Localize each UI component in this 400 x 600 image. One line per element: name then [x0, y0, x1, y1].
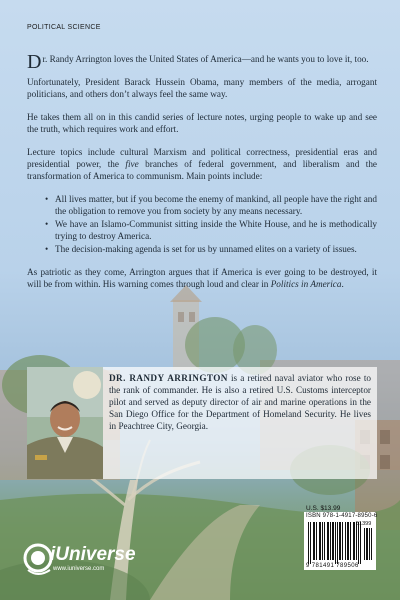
list-item: • All lives matter, but if you become the enemy of mankind, all people have the right and the obligation to remove you from society by any means necessary.: [55, 193, 377, 217]
price-label: U.S. $13.99: [306, 505, 341, 512]
emphasis-text: five: [125, 159, 139, 169]
author-photo: [27, 367, 103, 479]
author-name: DR. RANDY ARRINGTON: [109, 373, 228, 383]
author-bio: [109, 372, 371, 432]
blurb-paragraph: He takes them all on in this candid series of lecture notes, urging people to wake up and see the truth, which requires work and effort.: [27, 112, 377, 134]
publisher-url: www.iuniverse.com: [53, 566, 105, 572]
blurb-paragraph: [27, 51, 377, 73]
main-points-list: [27, 193, 377, 255]
list-item: • We have an Islamo-Communist sitting inside the White House, and he is methodically trying to destroy America.: [55, 218, 377, 242]
list-item: • The decision-making agenda is set for us by unnamed elites on a variety of issues.: [55, 243, 377, 255]
blurb-text: .: [341, 279, 344, 289]
closing-paragraph: [27, 266, 377, 290]
ean-number: 9 781491 789506: [306, 563, 359, 569]
isbn-number: [306, 513, 377, 519]
blurb-text: branches of federal government, and liberalism and the transformation of America to communism. Main points include:: [27, 159, 377, 181]
blurb-paragraph: Unfortunately, President Barack Hussein Obama, many members of the media, arrogant politicians, and others don’t always feel the same way.: [27, 77, 377, 99]
author-bio-text: is a retired naval aviator who rose to the rank of commander. He is also a retired U.S. Customs interceptor pilot and served as deputy director of air and marine operations in the San Diego Office for the Department of Homeland Security. He lives in Peachtree City, Georgia.: [109, 373, 371, 431]
blurb-text: As patriotic as they come, Arrington argues that if America is ever going to be destroyed, it will be from within. His warning comes through loud and clear in: [27, 267, 377, 289]
price-code: 51399: [356, 521, 372, 527]
drop-cap: D: [27, 51, 42, 73]
blurb-text: Lecture topics include cultural Marxism and political correctness, presidential eras and presidential power, the: [27, 147, 377, 169]
publisher-name: iUniverse: [50, 544, 136, 565]
blurb-paragraph: [27, 146, 377, 182]
blurb-text: r. Randy Arrington loves the United States of America—and he wants you to love it, too.: [42, 54, 369, 64]
isbn-text: ISBN 978-1-4917-8950-6: [306, 513, 378, 519]
book-title: Politics in America: [270, 279, 342, 289]
genre-category: POLITICAL SCIENCE: [27, 24, 101, 31]
blurb: [27, 53, 377, 301]
